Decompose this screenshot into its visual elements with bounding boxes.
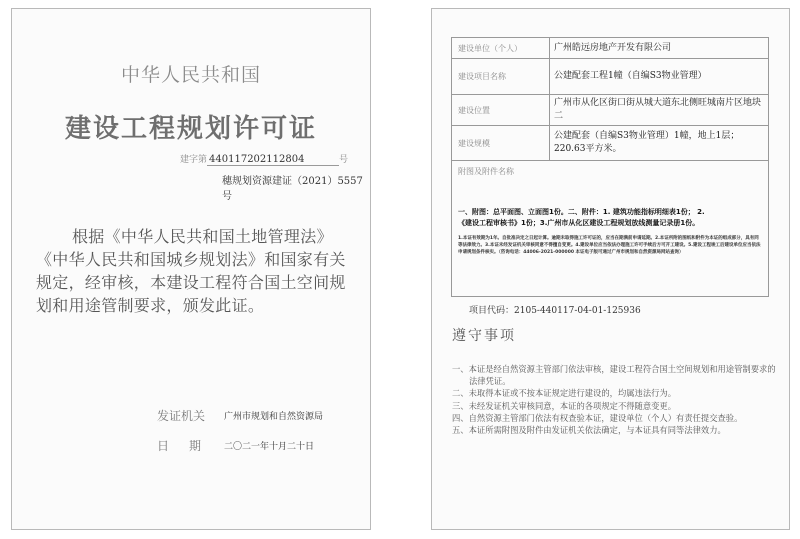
row-label-scale: 建设规模 <box>452 126 550 160</box>
project-info-table <box>451 37 769 297</box>
attachments-section <box>452 161 768 296</box>
date-value: 二〇二一年十月二十日 <box>224 442 315 452</box>
serial-suffix: 号 <box>339 155 349 165</box>
project-code: 2105-440117-04-01-125936 <box>514 306 641 316</box>
country-name: 中华人民共和国 <box>120 64 261 86</box>
certificate-statement <box>36 225 352 317</box>
attachments-note: 1.本证有效期为1年。自批准决定之日起计算。逾期未取得施工许可证的，应当在期满前申请延期。2.本证所附的图纸和附件为本证的组成部分，具有同等法律效力。3.本证未经发证机关审核同意不得擅自变更。4.建设单位应当依法办理施工许可手续后方可开工建设。5.建设工程竣工后建设单位应当依法申请规划条件核实。（咨询电话：44006-2021-000000 本证电子版可通过广州市规划和自然资源局网站查询） <box>458 236 761 255</box>
certificate-statement-text: 根据《中华人民共和国土地管理法》《中华人民共和国城乡规划法》和国家有关规定，经审核，本建设工程符合国土空间规划和用途管制要求，颁发此证。 <box>36 227 346 315</box>
table-row <box>452 38 768 59</box>
attachments-line-1: 一、附图：总平面图、立面图1份。二、附件：1. 建筑功能指标明细表1份； 2. <box>458 208 705 216</box>
notice-item: 四、自然资源主管部门依法有权查验本证，建设单位（个人）有责任提交查验。 <box>452 412 743 423</box>
project-code-label: 项目代码： <box>469 306 515 316</box>
issuer-label: 发证机关 <box>157 409 206 423</box>
notices-list <box>452 364 782 438</box>
row-value-project-name: 公建配套工程1幢（自编S3物业管理） <box>554 71 707 81</box>
notice-item: 三、未经发证机关审核同意，本证的各项规定不得随意变更。 <box>452 400 677 411</box>
row-value-scale: 公建配套（自编S3物业管理）1幢，地上1层；220.63平方米。 <box>554 131 740 154</box>
serial-number: 440117202112804 <box>207 154 339 166</box>
row-label-project-name: 建设项目名称 <box>452 59 550 94</box>
issuer-value: 广州市规划和自然资源局 <box>224 412 324 422</box>
certificate-front-page <box>11 8 371 530</box>
notice-item: 二、未取得本证或不按本证规定进行建设的，均属违法行为。 <box>452 388 677 399</box>
document-number: 穗规划资源建证（2021）5557号 <box>222 176 363 202</box>
serial-number-line <box>180 152 348 166</box>
certificate-title: 建设工程规划许可证 <box>64 114 317 144</box>
notice-item: 五、本证所需附图及附件由发证机关依法确定，与本证具有同等法律效力。 <box>452 425 726 436</box>
attachments-line-2: 《建设工程审核书》1份；3.广州市从化区建设工程规划放线测量记录册1份。 <box>458 219 700 227</box>
date-label: 日期 <box>157 439 222 453</box>
row-label-location: 建设位置 <box>452 95 550 125</box>
project-code-line <box>469 303 641 316</box>
notice-item: 一、本证是经自然资源主管部门依法审核，建设工程符合国土空间规划和用途管制要求的法律凭证。 <box>452 364 776 386</box>
row-value-location: 广州市从化区街口街从城大道东北侧旺城南片区地块二 <box>554 98 762 121</box>
notices-title: 遵守事项 <box>452 328 516 344</box>
table-row <box>452 95 768 126</box>
table-row <box>452 126 768 161</box>
table-row <box>452 59 768 95</box>
row-value-applicant: 广州皓远房地产开发有限公司 <box>554 42 672 53</box>
serial-prefix: 建字第 <box>180 155 208 165</box>
attachments-label: 附图及附件名称 <box>458 167 514 176</box>
row-label-applicant: 建设单位（个人） <box>452 38 550 58</box>
certificate-detail-page <box>431 8 790 530</box>
